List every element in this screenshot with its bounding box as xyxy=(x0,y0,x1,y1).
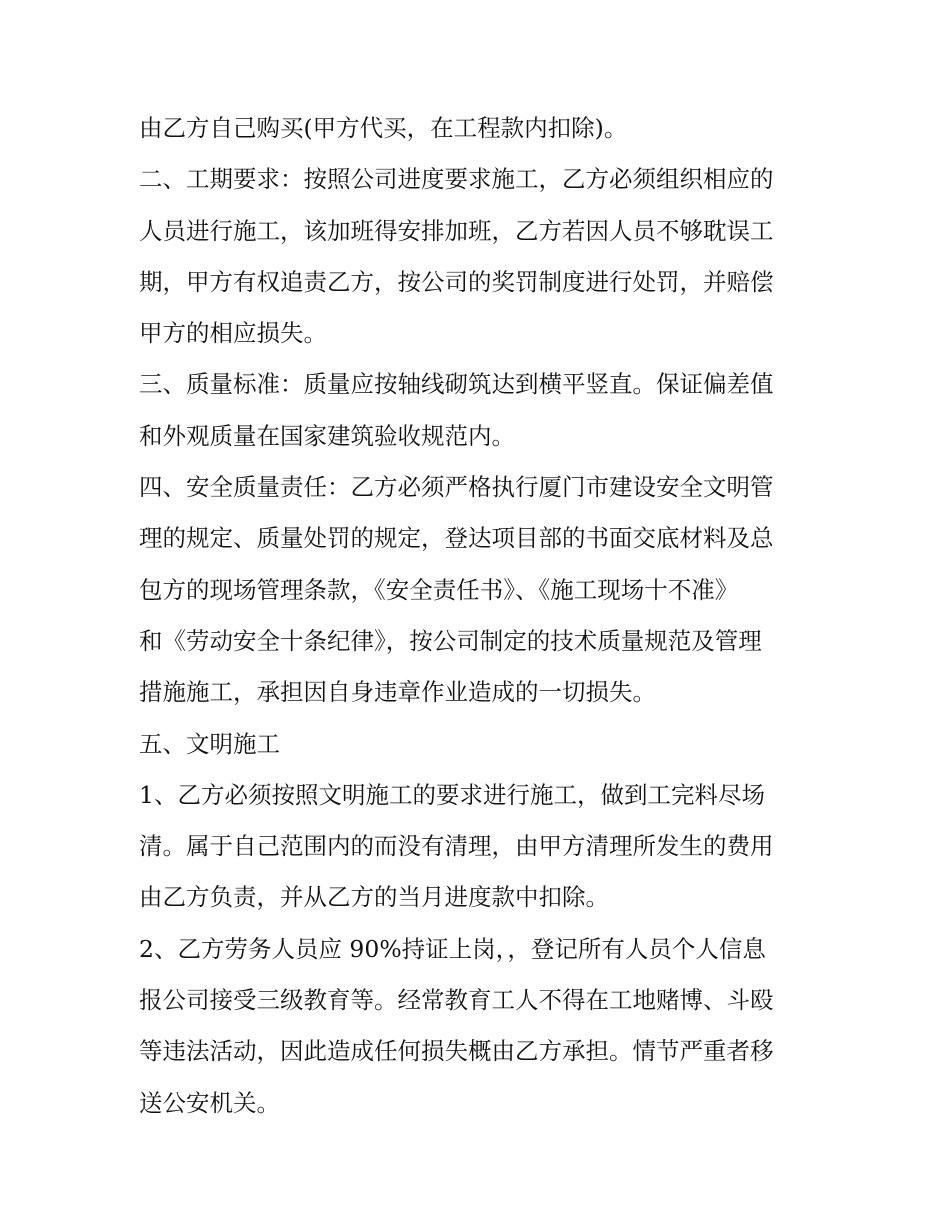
text-line: 三、质量标准：质量应按轴线砌筑达到横平竖直。保证偏差值 xyxy=(139,370,774,399)
text-line: 人员进行施工，该加班得安排加班，乙方若因人员不够耽误工 xyxy=(139,216,774,245)
text-line: 1、乙方必须按照文明施工的要求进行施工，做到工完料尽场 xyxy=(139,780,765,809)
text-line: 和外观质量在国家建筑验收规范内。 xyxy=(139,421,515,450)
document-body xyxy=(139,106,829,1132)
text-line: 2、乙方劳务人员应 90%持证上岗，，登记所有人员个人信息 xyxy=(139,934,766,963)
text-line: 由乙方负责，并从乙方的当月进度款中扣除。 xyxy=(139,883,609,912)
text-line: 送公安机关。 xyxy=(139,1088,280,1117)
text-line: 二、工期要求：按照公司进度要求施工，乙方必须组织相应的 xyxy=(139,165,774,194)
text-line: 期，甲方有权追责乙方，按公司的奖罚制度进行处罚，并赔偿 xyxy=(139,267,774,296)
text-line: 措施施工，承担因自身违章作业造成的一切损失。 xyxy=(139,678,656,707)
text-line: 报公司接受三级教育等。经常教育工人不得在工地赌博、斗殴 xyxy=(139,986,774,1015)
text-line: 甲方的相应损失。 xyxy=(139,319,327,348)
text-line: 由乙方自己购买(甲方代买，在工程款内扣除)。 xyxy=(139,114,628,142)
text-line: 包方的现场管理条款，《安全责任书》、《施工现场十不准》 xyxy=(139,575,739,604)
text-line: 五、文明施工 xyxy=(139,729,280,758)
text-line: 和《劳动安全十条纪律》，按公司制定的技术质量规范及管理 xyxy=(139,626,762,655)
text-line: 理的规定、质量处罚的规定，登达项目部的书面交底材料及总 xyxy=(139,524,774,553)
text-line: 等违法活动，因此造成任何损失概由乙方承担。情节严重者移 xyxy=(139,1037,774,1066)
text-line: 四、安全质量责任：乙方必须严格执行厦门市建设安全文明管 xyxy=(139,473,774,502)
text-line: 清。属于自己范围内的而没有清理，由甲方清理所发生的费用 xyxy=(139,832,774,861)
